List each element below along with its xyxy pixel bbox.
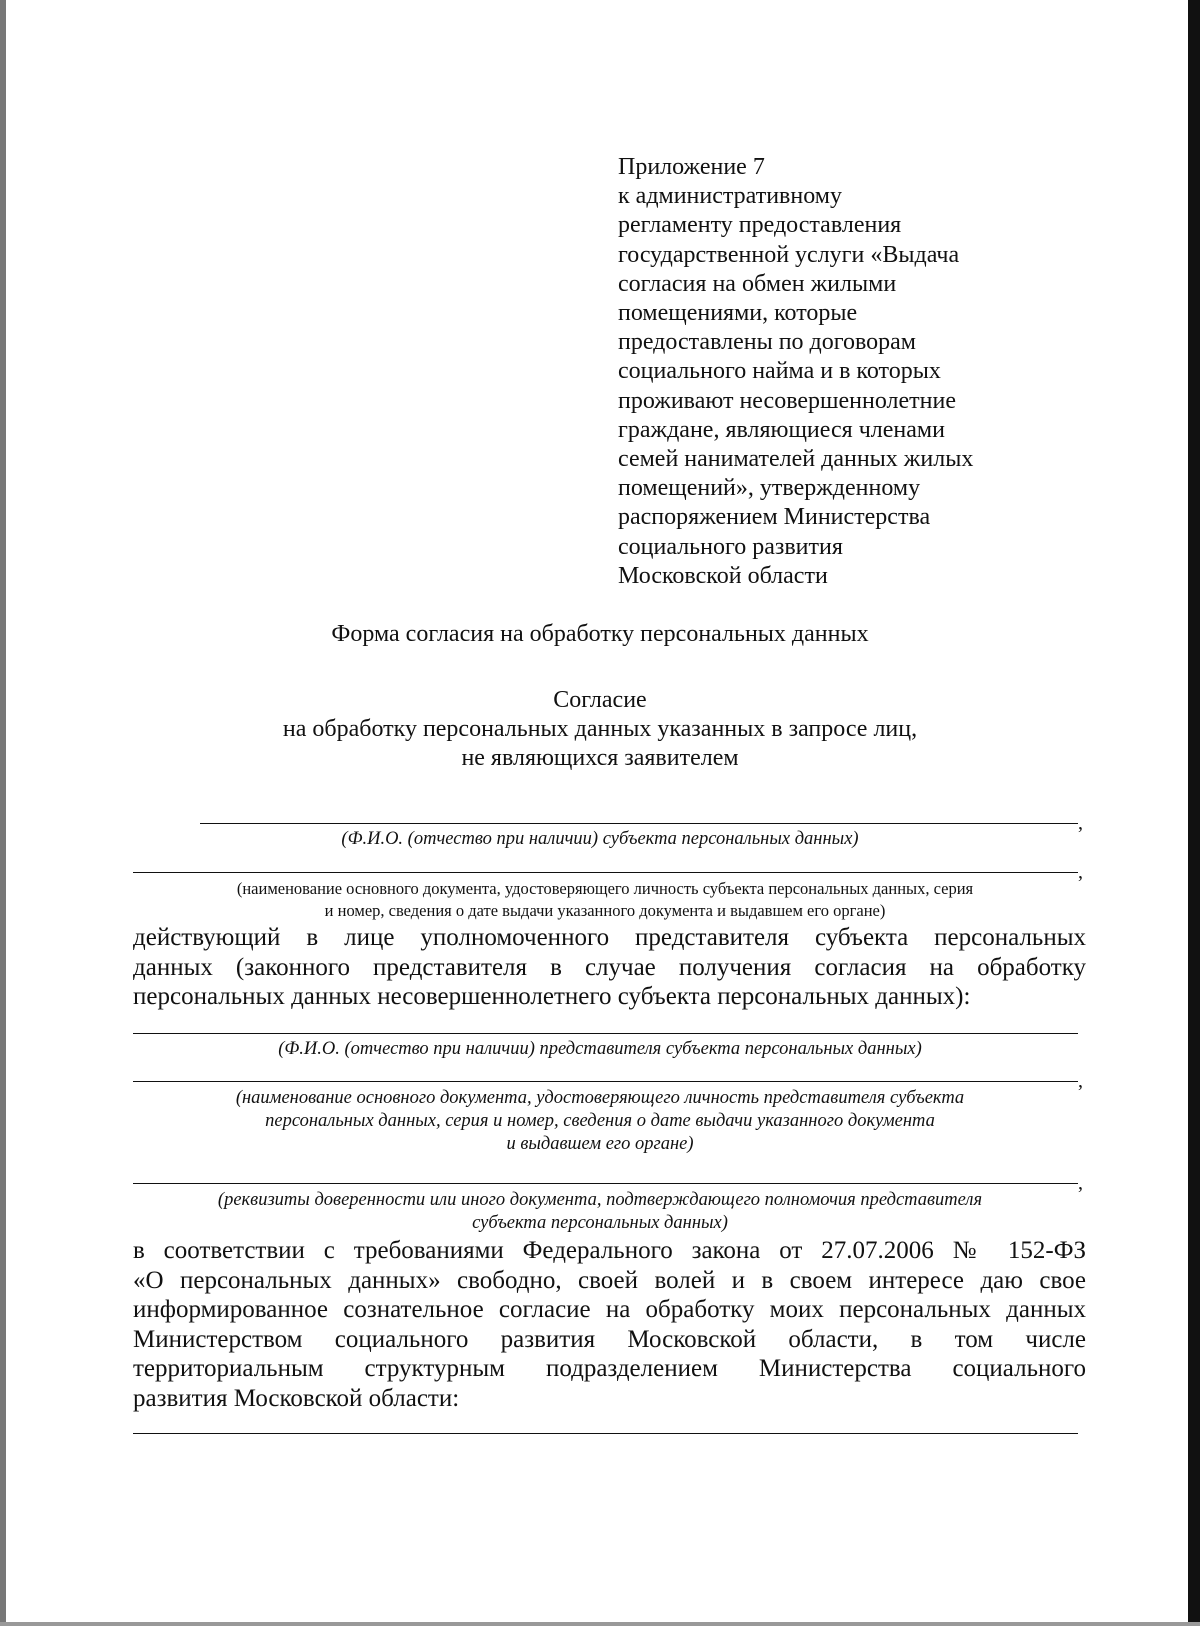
scan-edge-right	[1188, 0, 1200, 1626]
appendix-line: регламенту предоставления	[618, 212, 902, 239]
caption-line: субъекта персональных данных)	[472, 1213, 728, 1233]
appendix-line: проживают несовершеннолетние	[618, 387, 956, 414]
appendix-line: к административному	[618, 183, 842, 210]
caption-subject-fio: (Ф.И.О. (отчество при наличии) субъекта персональных данных)	[341, 829, 859, 849]
comma: ,	[1078, 812, 1083, 834]
appendix-line: социального развития	[618, 533, 843, 560]
appendix-header	[618, 153, 1048, 591]
paragraph-line: развития Московской области:	[133, 1384, 460, 1412]
representative-fio-line[interactable]	[133, 1033, 1078, 1034]
appendix-line: помещениями, которые	[618, 300, 858, 327]
appendix-line: Приложение 7	[618, 154, 765, 180]
comma: ,	[1078, 1070, 1083, 1092]
caption-line: (реквизиты доверенности или иного документа, подтверждающего полномочия представителя	[217, 1190, 983, 1210]
consent-paragraph	[133, 1236, 1086, 1414]
paragraph-line: «О персональных данных» свободно, своей волей и в своем интересе даю свое	[133, 1266, 1086, 1294]
subject-fio-line[interactable]	[200, 823, 1078, 824]
form-title: Форма согласия на обработку персональных данных	[331, 621, 869, 647]
representative-document-line[interactable]	[133, 1081, 1078, 1082]
caption-subject-document	[130, 878, 1080, 922]
paragraph-line: персональных данных несовершеннолетнего субъекта персональных данных):	[133, 983, 971, 1011]
consent-title	[0, 686, 1200, 773]
paragraph-line: действующий в лице уполномоченного представителя субъекта персональных	[133, 924, 1086, 951]
comma: ,	[1078, 1172, 1083, 1194]
appendix-line: согласия на обмен жилыми	[618, 270, 897, 297]
consent-title-line: на обработку персональных данных указанных в запросе лиц,	[282, 716, 918, 742]
caption-line: и выдавшем его органе)	[506, 1134, 694, 1154]
scan-edge-left	[0, 0, 6, 1626]
appendix-line: распоряжением Министерства	[618, 504, 931, 531]
acting-paragraph	[133, 923, 1086, 1012]
appendix-line: государственной услуги «Выдача	[618, 241, 960, 268]
caption-proxy-document	[120, 1189, 1080, 1235]
paragraph-line: в соответствии с требованиями Федерального закона от 27.07.2006 № 152-ФЗ	[133, 1237, 1086, 1264]
paragraph-line: данных (законного представителя в случае получения согласия на обработку	[133, 953, 1086, 981]
appendix-line: предоставлены по договорам	[618, 329, 916, 356]
appendix-line: помещений», утвержденному	[618, 475, 921, 502]
paragraph-line: информированное сознательное согласие на обработку моих персональных данных	[133, 1296, 1086, 1324]
caption-representative-document	[120, 1087, 1080, 1156]
consent-title-line: не являющихся заявителем	[461, 745, 739, 771]
proxy-document-line[interactable]	[133, 1183, 1078, 1184]
caption-line: персональных данных, серия и номер, сведения о дате выдачи указанного документа	[265, 1111, 935, 1131]
paragraph-line: Министерством социального развития Московской области, в том числе	[133, 1325, 1086, 1353]
appendix-line: граждане, являющиеся членами	[618, 416, 945, 443]
appendix-line: Московской области	[618, 562, 828, 589]
caption-line: и номер, сведения о дате выдачи указанного документа и выдавшем его органе)	[324, 901, 886, 920]
appendix-line: семей нанимателей данных жилых	[618, 446, 974, 473]
scan-edge-bottom	[0, 1622, 1200, 1626]
caption-line: (наименование основного документа, удостоверяющего личность субъекта персональных данных, серия	[236, 879, 974, 898]
subject-document-line[interactable]	[133, 872, 1078, 873]
paragraph-line: территориальным структурным подразделением Министерства социального	[133, 1355, 1086, 1383]
caption-line: (наименование основного документа, удостоверяющего личность представителя субъекта	[235, 1088, 965, 1108]
consent-title-line: Согласие	[553, 687, 647, 713]
processing-details-line[interactable]	[133, 1433, 1078, 1434]
comma: ,	[1078, 861, 1083, 883]
caption-representative-fio: (Ф.И.О. (отчество при наличии) представителя субъекта персональных данных)	[278, 1039, 922, 1059]
appendix-line: социального найма и в которых	[618, 358, 941, 385]
